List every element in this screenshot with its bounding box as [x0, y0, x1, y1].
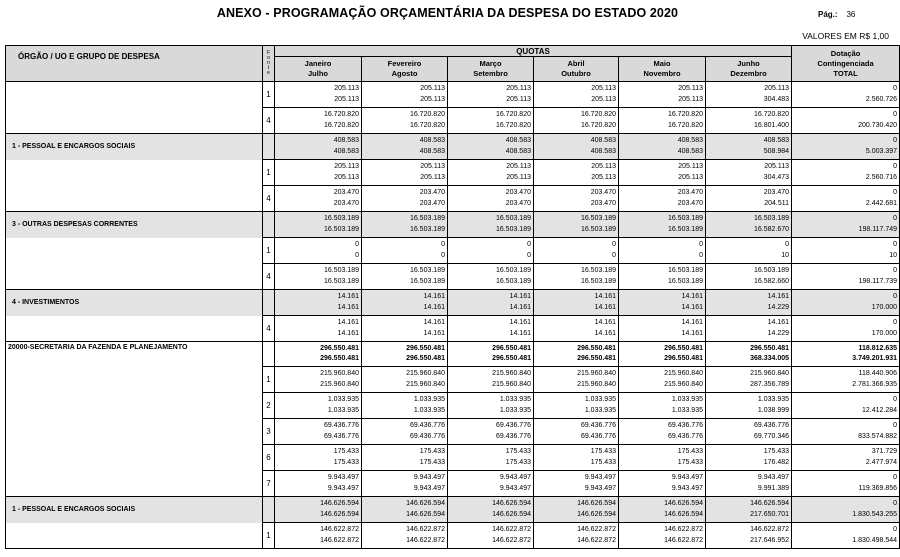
value-cell: 118.812.635 3.749.201.931 [792, 342, 900, 367]
row-label [6, 419, 263, 445]
value-cell: 14.161 14.161 [275, 290, 362, 316]
group-row [6, 497, 900, 523]
row-label [6, 316, 263, 342]
value-cell: 296.550.481 296.550.481 [534, 342, 619, 367]
value-cell: 69.436.776 69.436.776 [619, 419, 706, 445]
row-label [6, 108, 263, 134]
value-cell: 0 0 [362, 238, 448, 264]
col-month-header: Junho Dezembro [706, 57, 792, 82]
value-cell: 16.720.820 16.720.820 [534, 108, 619, 134]
value-cell: 0 2.442.681 [792, 186, 900, 212]
fonte-cell: 1 [263, 238, 275, 264]
row-label: 3 - OUTRAS DESPESAS CORRENTES [6, 212, 263, 238]
value-cell: 203.470 204.511 [706, 186, 792, 212]
row-label [6, 238, 263, 264]
value-cell: 205.113 205.113 [448, 82, 534, 108]
col-month-header: Abril Outubro [534, 57, 619, 82]
value-cell: 14.161 14.161 [275, 316, 362, 342]
fonte-cell: 1 [263, 82, 275, 108]
value-cell: 296.550.481 296.550.481 [275, 342, 362, 367]
value-cell: 9.943.497 9.991.389 [706, 471, 792, 497]
fonte-row [6, 186, 900, 212]
value-cell: 146.626.594 217.650.701 [706, 497, 792, 523]
value-cell: 16.720.820 16.720.820 [362, 108, 448, 134]
value-cell: 14.161 14.229 [706, 290, 792, 316]
col-month-header: Fevereiro Agosto [362, 57, 448, 82]
value-cell: 16.503.189 16.503.189 [275, 212, 362, 238]
value-cell: 146.622.872 146.622.872 [534, 523, 619, 549]
value-cell: 9.943.497 9.943.497 [275, 471, 362, 497]
value-cell: 0 1.830.543.255 [792, 497, 900, 523]
fonte-row [6, 316, 900, 342]
value-cell: 203.470 203.470 [534, 186, 619, 212]
value-cell: 14.161 14.161 [534, 290, 619, 316]
fonte-row [6, 445, 900, 471]
value-cell: 0 2.560.716 [792, 160, 900, 186]
value-cell: 146.626.594 146.626.594 [619, 497, 706, 523]
value-cell: 146.626.594 146.626.594 [448, 497, 534, 523]
value-cell: 408.583 408.583 [275, 134, 362, 160]
fonte-cell: 1 [263, 523, 275, 549]
value-cell: 14.161 14.161 [619, 316, 706, 342]
value-cell: 205.113 205.113 [275, 82, 362, 108]
fonte-row [6, 419, 900, 445]
value-cell: 0 0 [448, 238, 534, 264]
value-cell: 16.503.189 16.503.189 [275, 264, 362, 290]
value-cell: 146.622.872 146.622.872 [275, 523, 362, 549]
value-cell: 371.729 2.477.974 [792, 445, 900, 471]
value-cell: 408.583 408.583 [362, 134, 448, 160]
value-cell: 215.960.840 215.960.840 [534, 367, 619, 393]
value-cell: 146.626.594 146.626.594 [534, 497, 619, 523]
value-cell: 0 0 [619, 238, 706, 264]
value-cell: 146.622.872 217.646.952 [706, 523, 792, 549]
value-cell: 16.503.189 16.503.189 [448, 264, 534, 290]
fonte-row [6, 393, 900, 419]
currency-note: VALORES EM R$ 1,00 [802, 31, 889, 41]
value-cell: 146.622.872 146.622.872 [362, 523, 448, 549]
value-cell: 175.433 175.433 [362, 445, 448, 471]
value-cell: 146.622.872 146.622.872 [619, 523, 706, 549]
value-cell: 9.943.497 9.943.497 [448, 471, 534, 497]
row-label [6, 160, 263, 186]
fonte-cell: 4 [263, 316, 275, 342]
value-cell: 205.113 304.483 [706, 82, 792, 108]
value-cell: 16.720.820 16.720.820 [275, 108, 362, 134]
value-cell: 69.436.776 69.436.776 [275, 419, 362, 445]
value-cell: 0 2.560.726 [792, 82, 900, 108]
value-cell: 16.503.189 16.503.189 [534, 212, 619, 238]
value-cell: 175.433 175.433 [619, 445, 706, 471]
value-cell: 296.550.481 296.550.481 [448, 342, 534, 367]
value-cell: 203.470 203.470 [619, 186, 706, 212]
value-cell: 203.470 203.470 [275, 186, 362, 212]
value-cell: 69.436.776 69.436.776 [534, 419, 619, 445]
value-cell: 9.943.497 9.943.497 [619, 471, 706, 497]
fonte-cell: 4 [263, 264, 275, 290]
col-month-header: Maio Novembro [619, 57, 706, 82]
value-cell: 146.626.594 146.626.594 [362, 497, 448, 523]
value-cell: 16.503.189 16.582.660 [706, 264, 792, 290]
value-cell: 69.436.776 69.770.346 [706, 419, 792, 445]
col-dotacao-header: Dotação Contingenciada TOTAL [792, 46, 900, 82]
page-number: 36 [846, 10, 856, 19]
value-cell: 205.113 304.473 [706, 160, 792, 186]
value-cell: 205.113 205.113 [619, 82, 706, 108]
value-cell: 205.113 205.113 [362, 82, 448, 108]
value-cell: 215.960.840 215.960.840 [448, 367, 534, 393]
fonte-row [6, 82, 900, 108]
fonte-row [6, 523, 900, 549]
value-cell: 0 5.003.397 [792, 134, 900, 160]
value-cell: 296.550.481 296.550.481 [619, 342, 706, 367]
value-cell: 0 1.830.498.544 [792, 523, 900, 549]
value-cell: 215.960.840 215.960.840 [275, 367, 362, 393]
fonte-row [6, 367, 900, 393]
row-label [6, 471, 263, 497]
col-month-header: Março Setembro [448, 57, 534, 82]
value-cell: 205.113 205.113 [275, 160, 362, 186]
value-cell: 9.943.497 9.943.497 [362, 471, 448, 497]
value-cell: 205.113 205.113 [534, 160, 619, 186]
fonte-row [6, 238, 900, 264]
value-cell: 203.470 203.470 [362, 186, 448, 212]
group-row [6, 212, 900, 238]
value-cell: 69.436.776 69.436.776 [448, 419, 534, 445]
value-cell: 215.960.840 215.960.840 [619, 367, 706, 393]
value-cell: 16.503.189 16.503.189 [534, 264, 619, 290]
value-cell: 408.583 408.583 [534, 134, 619, 160]
row-label: 20000-SECRETARIA DA FAZENDA E PLANEJAMENTO [6, 342, 263, 367]
fonte-cell: 4 [263, 186, 275, 212]
fonte-cell [263, 342, 275, 367]
value-cell: 0 10 [792, 238, 900, 264]
col-orgao-header: ÓRGÃO / UO E GRUPO DE DESPESA [6, 46, 263, 82]
fonte-cell: 7 [263, 471, 275, 497]
page-label: Pág.: [818, 10, 838, 19]
fonte-cell [263, 497, 275, 523]
fonte-row [6, 264, 900, 290]
row-label: 1 - PESSOAL E ENCARGOS SOCIAIS [6, 497, 263, 523]
value-cell: 16.503.189 16.503.189 [362, 212, 448, 238]
value-cell: 16.503.189 16.582.670 [706, 212, 792, 238]
col-quotas-header: QUOTAS [275, 46, 792, 57]
value-cell: 205.113 205.113 [448, 160, 534, 186]
value-cell: 205.113 205.113 [619, 160, 706, 186]
value-cell: 14.161 14.161 [448, 290, 534, 316]
value-cell: 408.583 408.583 [619, 134, 706, 160]
value-cell: 14.161 14.161 [619, 290, 706, 316]
col-month-header: Janeiro Julho [275, 57, 362, 82]
value-cell: 215.960.840 287.356.789 [706, 367, 792, 393]
fonte-cell [263, 290, 275, 316]
row-label [6, 523, 263, 549]
fonte-row [6, 160, 900, 186]
fonte-row [6, 108, 900, 134]
value-cell: 0 833.574.882 [792, 419, 900, 445]
col-fonte-header: F o n t e [263, 46, 275, 82]
fonte-cell: 2 [263, 393, 275, 419]
value-cell: 408.583 408.583 [448, 134, 534, 160]
value-cell: 0 0 [275, 238, 362, 264]
value-cell: 205.113 205.113 [362, 160, 448, 186]
value-cell: 1.033.935 1.038.999 [706, 393, 792, 419]
value-cell: 215.960.840 215.960.840 [362, 367, 448, 393]
fonte-cell [263, 134, 275, 160]
value-cell: 175.433 175.433 [448, 445, 534, 471]
value-cell: 16.503.189 16.503.189 [448, 212, 534, 238]
value-cell: 296.550.481 368.334.005 [706, 342, 792, 367]
orgao-row [6, 342, 900, 367]
value-cell: 205.113 205.113 [534, 82, 619, 108]
budget-table [5, 45, 900, 549]
value-cell: 296.550.481 296.550.481 [362, 342, 448, 367]
row-label [6, 264, 263, 290]
row-label [6, 82, 263, 108]
value-cell: 175.433 175.433 [534, 445, 619, 471]
value-cell: 0 12.412.284 [792, 393, 900, 419]
row-label: 4 - INVESTIMENTOS [6, 290, 263, 316]
value-cell: 0 170.000 [792, 290, 900, 316]
value-cell: 14.161 14.161 [448, 316, 534, 342]
row-label [6, 186, 263, 212]
value-cell: 14.161 14.161 [362, 290, 448, 316]
row-label [6, 445, 263, 471]
value-cell: 1.033.935 1.033.935 [362, 393, 448, 419]
value-cell: 408.583 508.984 [706, 134, 792, 160]
report-title: ANEXO - PROGRAMAÇÃO ORÇAMENTÁRIA DA DESPESA DO ESTADO 2020 [216, 6, 679, 20]
value-cell: 1.033.935 1.033.935 [275, 393, 362, 419]
value-cell: 16.720.820 16.720.820 [619, 108, 706, 134]
value-cell: 203.470 203.470 [448, 186, 534, 212]
value-cell: 0 170.000 [792, 316, 900, 342]
fonte-cell: 4 [263, 108, 275, 134]
value-cell: 14.161 14.161 [362, 316, 448, 342]
value-cell: 0 198.117.749 [792, 212, 900, 238]
value-cell: 175.433 176.482 [706, 445, 792, 471]
value-cell: 0 10 [706, 238, 792, 264]
row-label [6, 393, 263, 419]
row-label: 1 - PESSOAL E ENCARGOS SOCIAIS [6, 134, 263, 160]
value-cell: 0 119.369.856 [792, 471, 900, 497]
value-cell: 14.161 14.161 [534, 316, 619, 342]
fonte-row [6, 471, 900, 497]
value-cell: 16.503.189 16.503.189 [619, 264, 706, 290]
fonte-cell [263, 212, 275, 238]
value-cell: 118.440.906 2.781.366.935 [792, 367, 900, 393]
value-cell: 1.033.935 1.033.935 [619, 393, 706, 419]
page-indicator [818, 10, 855, 19]
value-cell: 16.720.820 16.720.820 [448, 108, 534, 134]
value-cell: 146.622.872 146.622.872 [448, 523, 534, 549]
fonte-cell: 1 [263, 367, 275, 393]
fonte-cell: 6 [263, 445, 275, 471]
group-row [6, 134, 900, 160]
value-cell: 16.503.189 16.503.189 [362, 264, 448, 290]
value-cell: 175.433 175.433 [275, 445, 362, 471]
value-cell: 0 0 [534, 238, 619, 264]
value-cell: 1.033.935 1.033.935 [448, 393, 534, 419]
value-cell: 0 200.730.420 [792, 108, 900, 134]
value-cell: 16.720.820 16.801.400 [706, 108, 792, 134]
value-cell: 1.033.935 1.033.935 [534, 393, 619, 419]
value-cell: 0 198.117.739 [792, 264, 900, 290]
fonte-cell: 1 [263, 160, 275, 186]
value-cell: 16.503.189 16.503.189 [619, 212, 706, 238]
value-cell: 14.161 14.229 [706, 316, 792, 342]
group-row [6, 290, 900, 316]
fonte-cell: 3 [263, 419, 275, 445]
row-label [6, 367, 263, 393]
value-cell: 146.626.594 146.626.594 [275, 497, 362, 523]
value-cell: 9.943.497 9.943.497 [534, 471, 619, 497]
value-cell: 69.436.776 69.436.776 [362, 419, 448, 445]
